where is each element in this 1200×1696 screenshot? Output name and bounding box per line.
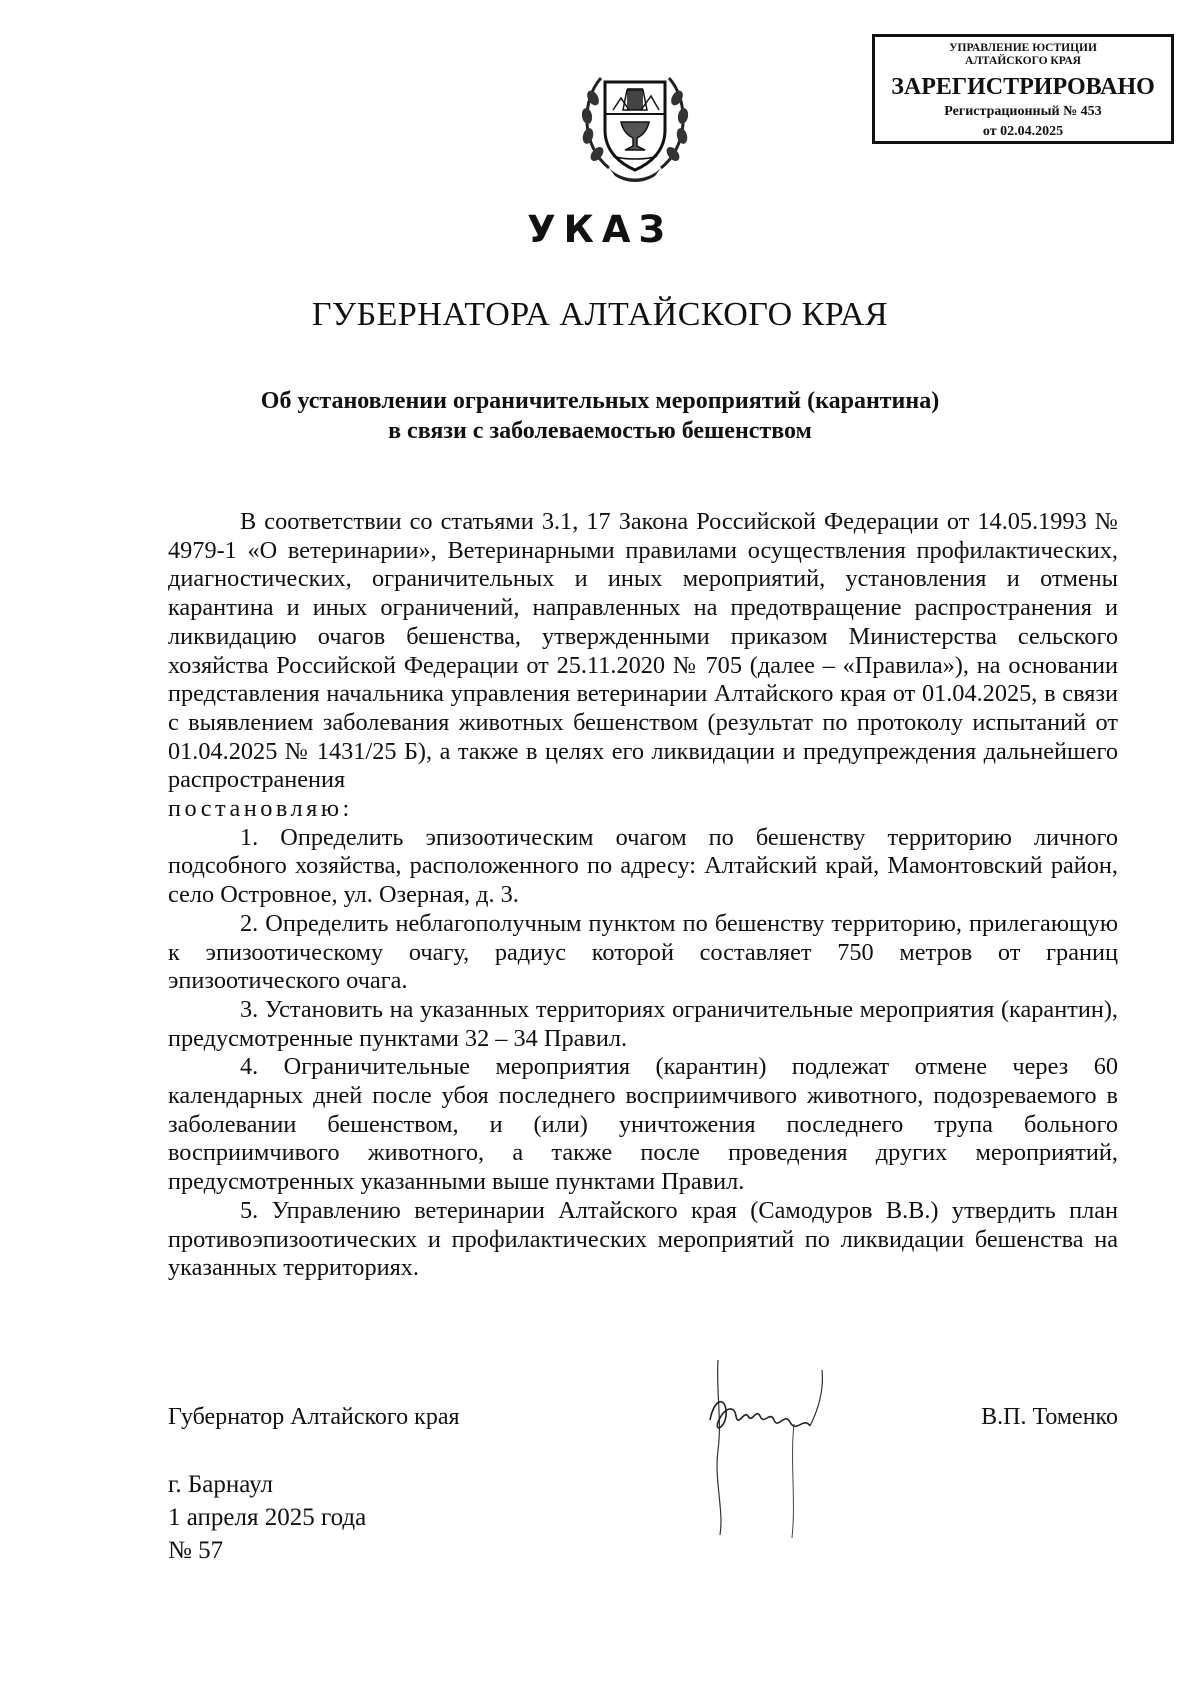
document-heading (230, 386, 970, 446)
decree-item-4: 4. Ограничительные мероприятия (карантин) подлежат отмене через 60 календарных дней после убоя последнего восприимчивого животного, подозреваемого в заболевании бешенством, и (или) уничтожения последнего трупа больного восприимчивого животного, а также после проведения других мероприятий, предусмотренных указанными выше пунктами Правил. (168, 1053, 1118, 1196)
registration-stamp (872, 34, 1174, 144)
coat-of-arms-icon (573, 60, 697, 186)
document-footer (168, 1468, 366, 1567)
stamp-status: ЗАРЕГИСТРИРОВАНО (891, 74, 1155, 100)
decree-item-5: 5. Управлению ветеринарии Алтайского края (Самодуров В.В.) утвердить план противоэпизоотических и профилактических мероприятий по ликвидации бешенства на указанных территориях. (168, 1196, 1118, 1282)
stamp-org-line1: УПРАВЛЕНИЕ ЮСТИЦИИ (949, 42, 1097, 54)
decree-item-2: 2. Определить неблагополучным пунктом по бешенству территорию, прилегающую к эпизоотическому очагу, радиус которой составляет 750 метров от границ эпизоотического очага. (168, 909, 1118, 995)
heading-line-1: Об установлении ограничительных мероприятий (карантина) (260, 388, 940, 414)
preamble-paragraph: В соответствии со статьями 3.1, 17 Закона Российской Федерации от 14.05.1993 № 4979-1 «О ветеринарии», Ветеринарными правилами осуществления профилактических, диагностических, ограничительных и иных мероприятий, установления и отмены карантина и иных ограничений, направленных на предотвращение распространения и ликвидацию очагов бешенства, утвержденными приказом Министерства сельского хозяйства Российской Федерации от 25.11.2020 № 705 (далее – «Правила»), на основании представления начальника управления ветеринарии Алтайского края от 01.04.2025, в связи с выявлением заболевания животных бешенством (результат по протоколу испытаний от 01.04.2025 № 1431/25 Б), а также в целях его ликвидации и предупреждения дальнейшего распространения (168, 508, 1118, 794)
document-issuer: ГУБЕРНАТОРА АЛТАЙСКОГО КРАЯ (311, 296, 889, 333)
decree-item-3: 3. Установить на указанных территориях ограничительные мероприятия (карантин), предусмотренные пунктами 32 – 34 Правил. (168, 995, 1118, 1052)
signatory-name: В.П. Томенко (981, 1404, 1118, 1430)
document-body (168, 508, 1118, 1283)
document-city: г. Барнаул (168, 1471, 273, 1498)
document-number: № 57 (168, 1537, 224, 1564)
signatory-position: Губернатор Алтайского края (168, 1404, 460, 1430)
decree-item-1: 1. Определить эпизоотическим очагом по бешенству территорию личного подсобного хозяйства, расположенного по адресу: Алтайский край, Мамонтовский район, село Островное, ул. Озерная, д. 3. (168, 823, 1118, 909)
handwritten-signature-icon (700, 1350, 840, 1540)
stamp-reg-number: Регистрационный № 453 (944, 104, 1102, 119)
document-date: 1 апреля 2025 года (168, 1504, 367, 1531)
decree-word: постановляю: (168, 795, 353, 823)
stamp-reg-date: от 02.04.2025 (982, 124, 1064, 139)
stamp-org-line2: АЛТАЙСКОГО КРАЯ (965, 55, 1081, 67)
document-type: УКАЗ (527, 208, 673, 251)
heading-line-2: в связи с заболеваемостью бешенством (388, 418, 812, 444)
